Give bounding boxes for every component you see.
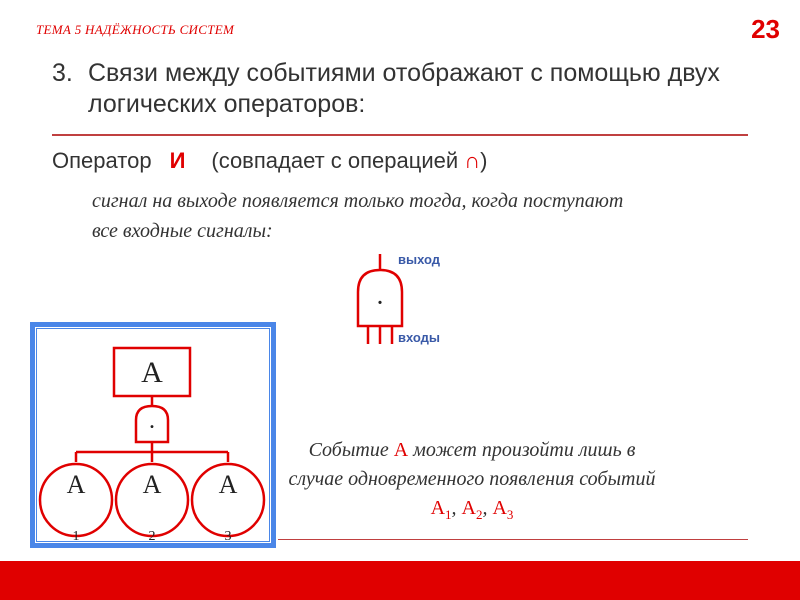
operator-name: И	[169, 148, 186, 173]
slide-number: 23	[751, 14, 780, 44]
tree-gate-mark: .	[149, 412, 155, 432]
footer-bar	[0, 561, 800, 600]
statement-part-1: Событие	[308, 439, 394, 461]
child-event-1-index: 1	[72, 529, 80, 542]
operator-note-close: )	[480, 148, 488, 173]
point-text: Связи между событиями отображают с помощью двух логических операторов:	[88, 59, 720, 118]
event-statement: Событие А может произойти лишь в случае одновременного появления событий $А_1$, $А_2$, $А_3$	[288, 439, 656, 522]
statement-event-3: $А_3$	[492, 497, 514, 522]
operator-line	[52, 148, 487, 174]
top-event-label: А	[141, 356, 163, 389]
intersection-symbol: ∩	[464, 148, 481, 173]
child-event-2-letter: А	[142, 470, 162, 499]
fault-tree	[36, 328, 270, 542]
statement-part-2: может произойти лишь в случае одновременного появления событий	[288, 439, 656, 490]
gate-output-label: выход	[398, 252, 441, 267]
topic-header: ТЕМА 5 НАДЁЖНОСТЬ СИСТЕМ	[36, 22, 235, 37]
statement-event-1: $А_1$	[430, 497, 452, 522]
child-event-2-index: 2	[148, 529, 156, 542]
point-number: 3.	[52, 59, 73, 87]
operator-note: (совпадает с операцией	[211, 148, 459, 173]
gate-inputs-label: входы	[398, 330, 441, 345]
operator-prefix: Оператор	[52, 148, 152, 173]
divider-bottom	[278, 539, 748, 540]
gate-mark: .	[377, 287, 383, 309]
divider-top	[52, 134, 748, 136]
child-event-3-index: 3	[224, 529, 232, 542]
operator-description: сигнал на выходе появляется только тогда, когда поступают все входные сигналы:	[92, 190, 624, 242]
child-event-3-letter: А	[218, 470, 238, 499]
statement-event-2: $А_2$	[461, 497, 483, 522]
statement-event: А	[393, 439, 409, 461]
child-event-1-letter: А	[66, 470, 86, 499]
